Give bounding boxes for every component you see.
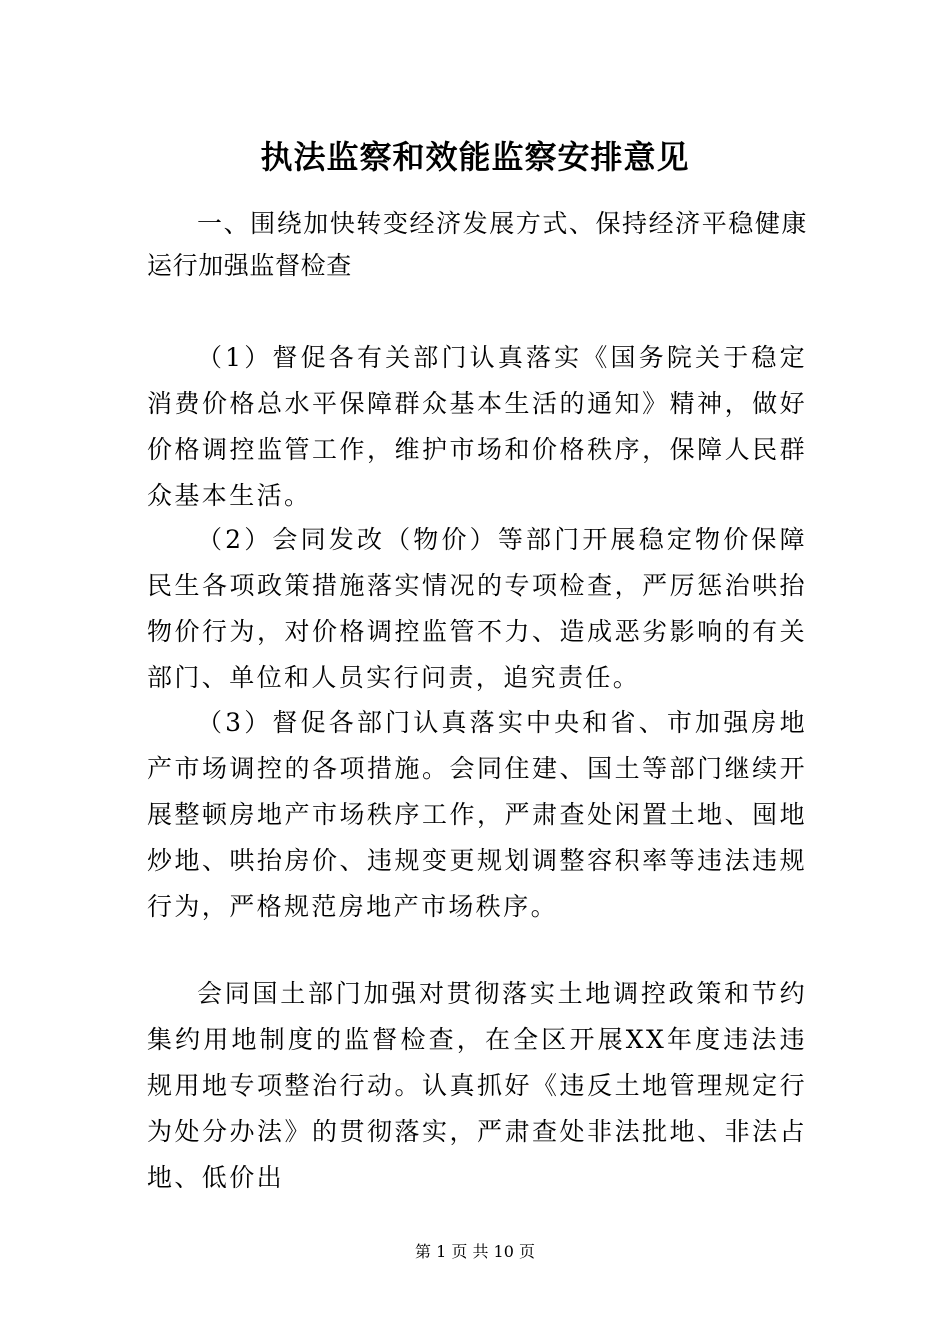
document-title: 执法监察和效能监察安排意见 bbox=[260, 138, 690, 176]
paragraph-4: 会同国土部门加强对贯彻落实土地调控政策和节约集约用地制度的监督检查，在全区开展XX年度违法违规用地专项整治行动。认真抓好《违反土地管理规定行为处分办法》的贯彻落实，严肃查处非法批地、非法占地、低价出 bbox=[147, 979, 807, 1192]
page-footer: 第 1 页 共 10 页 bbox=[415, 1242, 535, 1261]
paragraph-3: （3）督促各部门认真落实中央和省、市加强房地产市场调控的各项措施。会同住建、国土等部门继续开展整顿房地产市场秩序工作，严肃查处闲置土地、囤地炒地、哄抬房价、违规变更规划调整容积率等违法违规行为，严格规范房地产市场秩序。 bbox=[147, 708, 807, 921]
paragraph-2: （2）会同发改（物价）等部门开展稳定物价保障民生各项政策措施落实情况的专项检查，严厉惩治哄抬物价行为，对价格调控监管不力、造成恶劣影响的有关部门、单位和人员实行问责，追究责任。 bbox=[147, 525, 807, 692]
section-heading: 一、围绕加快转变经济发展方式、保持经济平稳健康运行加强监督检查 bbox=[147, 209, 807, 280]
paragraph-1: （1）督促各有关部门认真落实《国务院关于稳定消费价格总水平保障群众基本生活的通知》精神，做好价格调控监管工作，维护市场和价格秩序，保障人民群众基本生活。 bbox=[147, 343, 807, 510]
